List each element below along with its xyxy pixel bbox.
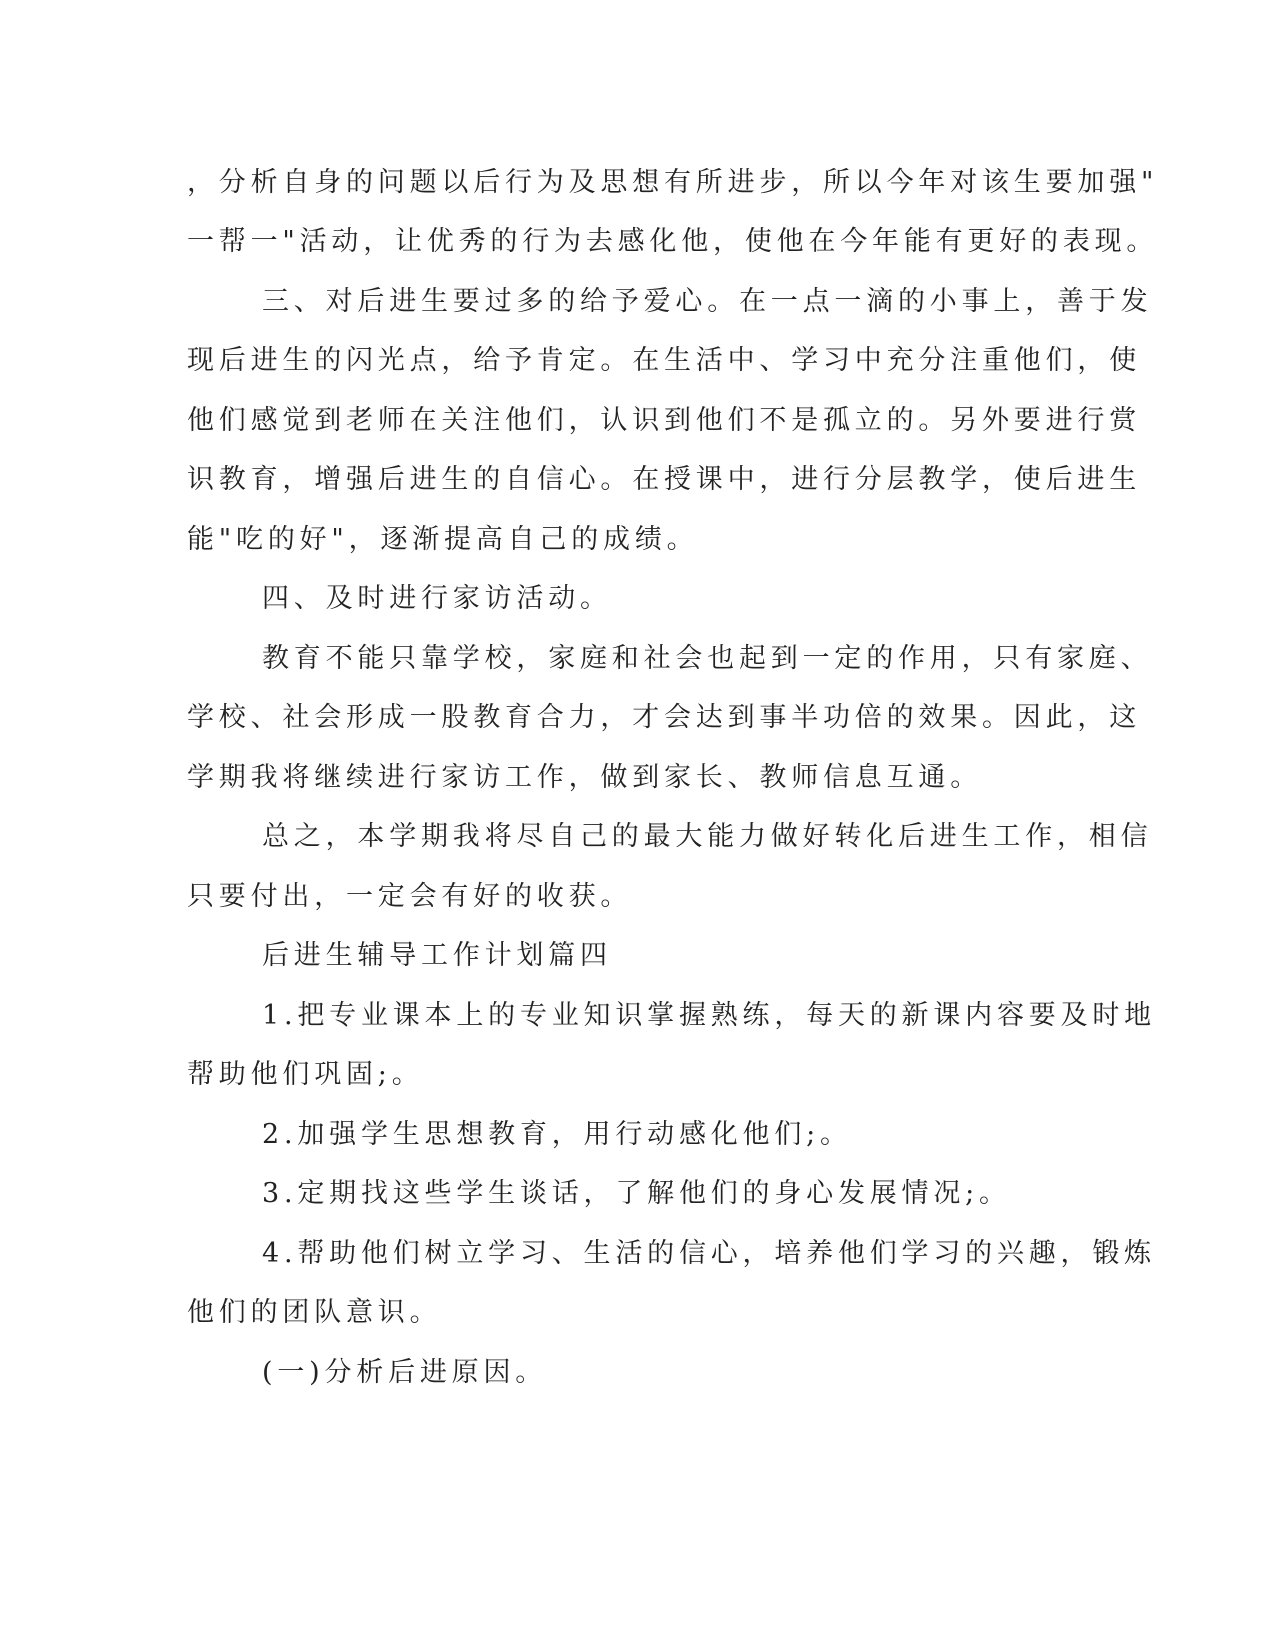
text-line: 能"吃的好"，逐渐提高自己的成绩。 <box>187 524 699 555</box>
section-title: 后进生辅导工作计划篇四 <box>262 940 612 971</box>
text-line: 一帮一"活动，让优秀的行为去感化他，使他在今年能有更好的表现。 <box>187 226 1159 257</box>
list-item-continuation: 帮助他们巩固;。 <box>187 1059 424 1090</box>
text-line: 学期我将继续进行家访工作，做到家长、教师信息互通。 <box>187 762 982 793</box>
list-item: 1.把专业课本上的专业知识掌握熟练，每天的新课内容要及时地 <box>262 1000 1156 1031</box>
list-item-continuation: 他们的团队意识。 <box>187 1297 442 1328</box>
text-line: ，分析自身的问题以后行为及思想有所进步，所以今年对该生要加强" <box>187 167 1159 198</box>
text-line: 总之，本学期我将尽自己的最大能力做好转化后进生工作，相信 <box>262 821 1153 852</box>
list-item: 4.帮助他们树立学习、生活的信心，培养他们学习的兴趣，锻炼 <box>262 1238 1156 1269</box>
subsection-heading: (一)分析后进原因。 <box>262 1357 548 1388</box>
text-line: 学校、社会形成一股教育合力，才会达到事半功倍的效果。因此，这 <box>187 702 1141 733</box>
text-line: 只要付出，一定会有好的收获。 <box>187 881 633 912</box>
text-line: 现后进生的闪光点，给予肯定。在生活中、学习中充分注重他们，使 <box>187 345 1141 376</box>
paragraph-heading: 四、及时进行家访活动。 <box>262 583 612 614</box>
list-item: 3.定期找这些学生谈话，了解他们的身心发展情况;。 <box>262 1178 1011 1209</box>
text-line: 识教育，增强后进生的自信心。在授课中，进行分层教学，使后进生 <box>187 464 1141 495</box>
list-item: 2.加强学生思想教育，用行动感化他们;。 <box>262 1119 852 1150</box>
text-line: 他们感觉到老师在关注他们，认识到他们不是孤立的。另外要进行赏 <box>187 405 1141 436</box>
paragraph-heading: 三、对后进生要过多的给予爱心。在一点一滴的小事上，善于发 <box>262 286 1153 317</box>
text-line: 教育不能只靠学校，家庭和社会也起到一定的作用，只有家庭、 <box>262 643 1153 674</box>
